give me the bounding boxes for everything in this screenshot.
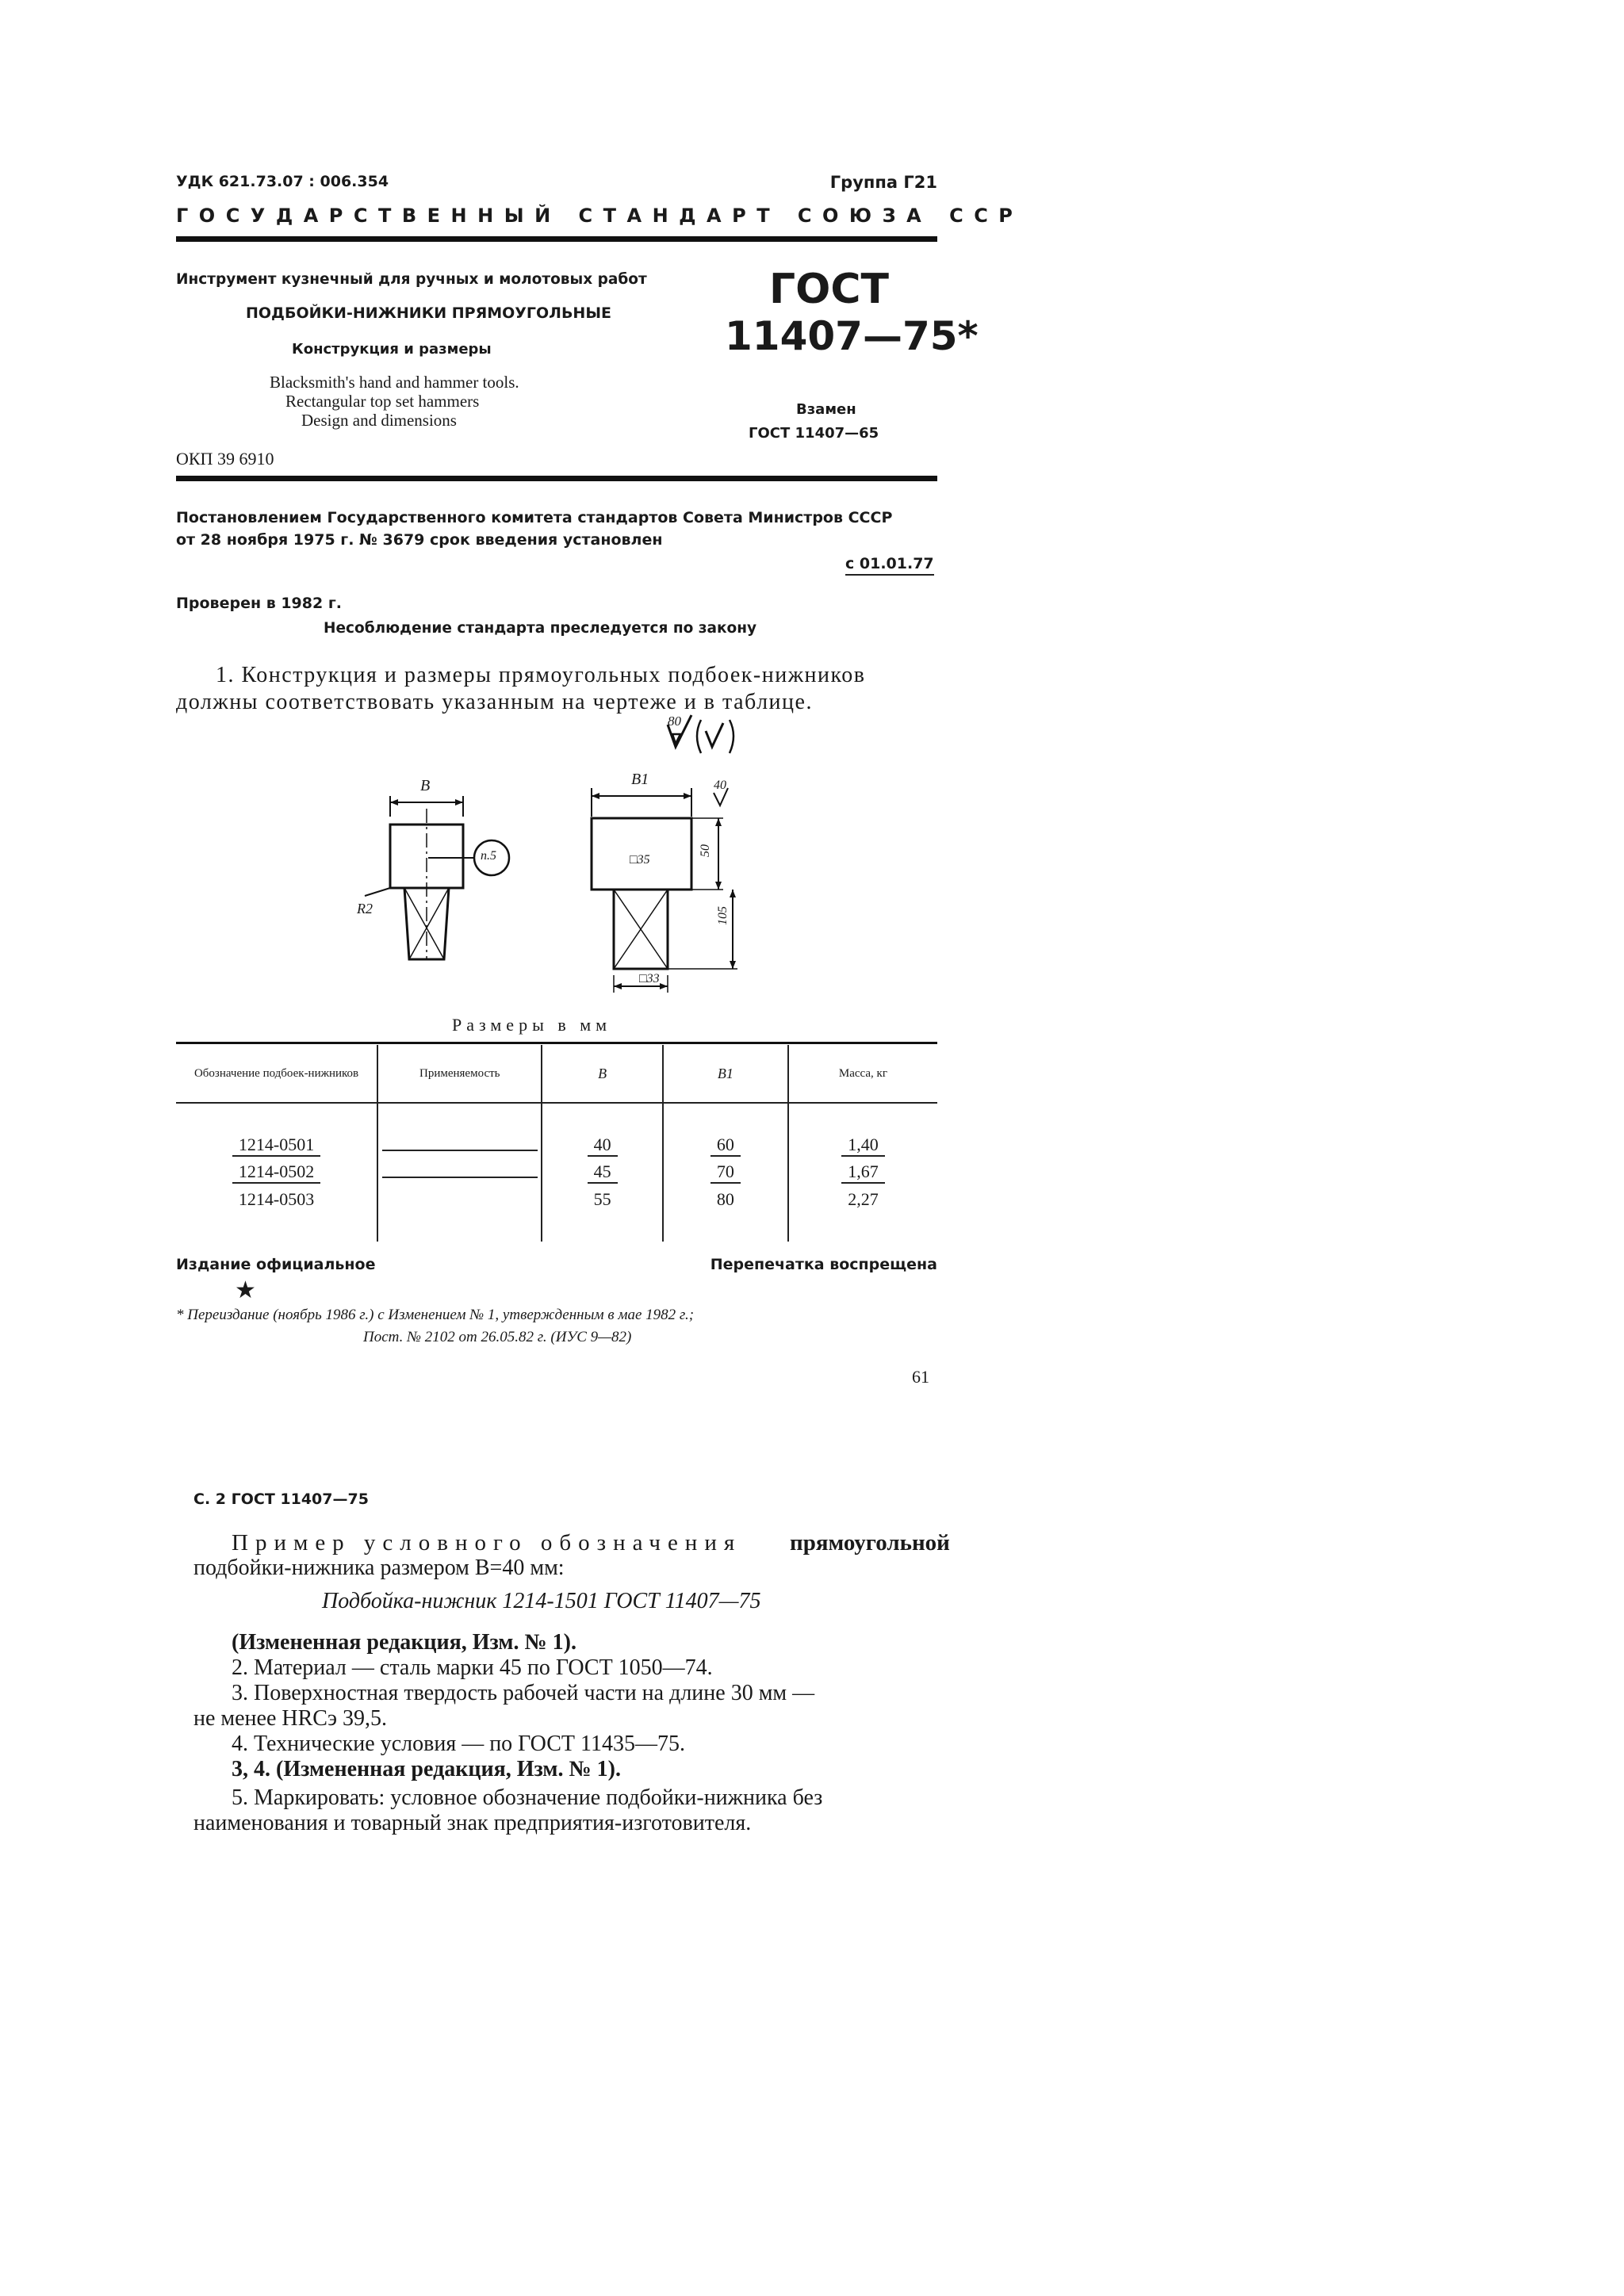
dim-50: 50 bbox=[699, 844, 712, 857]
amended-note-3-4: 3, 4. (Измененная редакция, Изм. № 1). bbox=[232, 1757, 621, 1781]
state-standard-banner: ГОСУДАРСТВЕННЫЙ СТАНДАРТ СОЮЗА ССР bbox=[176, 205, 1024, 227]
dim-105: 105 bbox=[716, 906, 730, 925]
cell-b1: 80 bbox=[663, 1186, 788, 1213]
left-view bbox=[365, 796, 509, 959]
cell-designation: 1214-0501 bbox=[176, 1132, 377, 1159]
header-rule bbox=[176, 236, 937, 242]
cell-mass: 1,67 bbox=[788, 1159, 937, 1186]
item-3-line-1: 3. Поверхностная твердость рабочей части на длине 30 мм — bbox=[232, 1681, 815, 1705]
star-mark: ★ bbox=[235, 1277, 256, 1303]
table-row bbox=[176, 1186, 937, 1213]
item-5-line-1: 5. Маркировать: условное обозначение подбойки-нижника без bbox=[232, 1785, 823, 1810]
replaces-label: Взамен bbox=[796, 401, 856, 418]
decree-line-1: Постановлением Государственного комитета стандартов Совета Министров СССР bbox=[176, 509, 893, 526]
header-designation: Обозначение подбоек-нижников bbox=[176, 1045, 377, 1103]
okp-code: ОКП 39 6910 bbox=[176, 449, 274, 469]
gost-number: 11407—75* bbox=[725, 313, 979, 359]
english-title-line-3: Design and dimensions bbox=[301, 411, 457, 430]
official-edition: Издание официальное bbox=[176, 1256, 376, 1273]
gost-word: ГОСТ bbox=[769, 266, 889, 313]
table-row bbox=[176, 1159, 937, 1186]
english-title-line-1: Blacksmith's hand and hammer tools. bbox=[270, 373, 519, 392]
header-mass: Масса, кг bbox=[788, 1045, 937, 1103]
label-r2: R2 bbox=[357, 901, 373, 916]
cell-designation: 1214-0502 bbox=[176, 1159, 377, 1186]
technical-drawing bbox=[341, 761, 785, 1015]
footnote-line-2: Пост. № 2102 от 26.05.82 г. (ИУС 9—82) bbox=[363, 1329, 632, 1345]
example-line-1-a: Пример условного обозначения bbox=[232, 1530, 742, 1556]
table-top-rule bbox=[176, 1042, 937, 1044]
cell-b1: 60 bbox=[663, 1132, 788, 1159]
cell-mass: 2,27 bbox=[788, 1186, 937, 1213]
title-line-3: Конструкция и размеры bbox=[292, 341, 492, 358]
example-line-2: подбойки-нижника размером B=40 мм: bbox=[193, 1556, 565, 1580]
cell-applicability bbox=[377, 1132, 542, 1159]
legal-warning: Несоблюдение стандарта преследуется по закону bbox=[324, 620, 757, 637]
cell-b: 55 bbox=[542, 1186, 662, 1213]
header-b1: B1 bbox=[663, 1045, 788, 1103]
okp-rule bbox=[176, 476, 937, 481]
cell-mass: 1,40 bbox=[788, 1132, 937, 1159]
group-code: Группа Г21 bbox=[829, 173, 937, 192]
item-4: 4. Технические условия — по ГОСТ 11435—75. bbox=[232, 1732, 685, 1756]
checked-year: Проверен в 1982 г. bbox=[176, 595, 342, 612]
cell-applicability bbox=[377, 1159, 542, 1186]
effective-date: с 01.01.77 bbox=[845, 555, 934, 576]
clause-1-line-1: 1. Конструкция и размеры прямоугольных подбоек-нижников bbox=[216, 663, 866, 687]
reprint-prohibited: Перепечатка воспрещена bbox=[710, 1256, 937, 1273]
cell-applicability bbox=[377, 1186, 542, 1213]
label-sq35: □35 bbox=[630, 853, 650, 867]
table-caption: Размеры в мм bbox=[452, 1015, 612, 1035]
label-b: B bbox=[420, 777, 431, 794]
right-view bbox=[592, 788, 737, 993]
label-n5: п.5 bbox=[481, 849, 496, 863]
header-b: B bbox=[542, 1045, 662, 1103]
replaces-value: ГОСТ 11407—65 bbox=[749, 425, 879, 442]
label-b1: B1 bbox=[631, 771, 649, 788]
cell-b: 45 bbox=[542, 1159, 662, 1186]
dim-40: 40 bbox=[714, 779, 726, 792]
header-applicability: Применяемость bbox=[377, 1045, 542, 1103]
roughness-value: 80 bbox=[668, 714, 681, 729]
title-line-2: ПОДБОЙКИ-НИЖНИКИ ПРЯМОУГОЛЬНЫЕ bbox=[246, 304, 611, 322]
title-line-1: Инструмент кузнечный для ручных и молотовых работ bbox=[176, 271, 647, 288]
udk-code: УДК 621.73.07 : 006.354 bbox=[176, 173, 389, 190]
table-row bbox=[176, 1132, 937, 1159]
cell-designation: 1214-0503 bbox=[176, 1186, 377, 1213]
amended-note-1: (Измененная редакция, Изм. № 1). bbox=[232, 1630, 576, 1655]
clause-1-line-2: должны соответствовать указанным на чертеже и в таблице. bbox=[176, 690, 813, 714]
item-5-line-2: наименования и товарный знак предприятия-изготовителя. bbox=[193, 1811, 752, 1835]
cell-b: 40 bbox=[542, 1132, 662, 1159]
example-designation: Подбойка-нижник 1214-1501 ГОСТ 11407—75 bbox=[322, 1589, 761, 1613]
dimensions-table bbox=[176, 1045, 937, 1242]
item-3-line-2: не менее HRCэ 39,5. bbox=[193, 1706, 387, 1731]
item-2: 2. Материал — сталь марки 45 по ГОСТ 1050—74. bbox=[232, 1655, 713, 1680]
label-sq33: □33 bbox=[639, 972, 660, 985]
example-line-1-b: прямоугольной bbox=[790, 1530, 950, 1556]
footnote-line-1: * Переиздание (ноябрь 1986 г.) с Изменением № 1, утвержденным в мае 1982 г.; bbox=[176, 1307, 695, 1323]
cell-b1: 70 bbox=[663, 1159, 788, 1186]
table-header-row bbox=[176, 1045, 937, 1103]
page-number: 61 bbox=[912, 1367, 929, 1387]
page-2-header: С. 2 ГОСТ 11407—75 bbox=[193, 1490, 369, 1508]
decree-line-2: от 28 ноября 1975 г. № 3679 срок введения установлен bbox=[176, 531, 663, 549]
english-title-line-2: Rectangular top set hammers bbox=[285, 392, 480, 411]
